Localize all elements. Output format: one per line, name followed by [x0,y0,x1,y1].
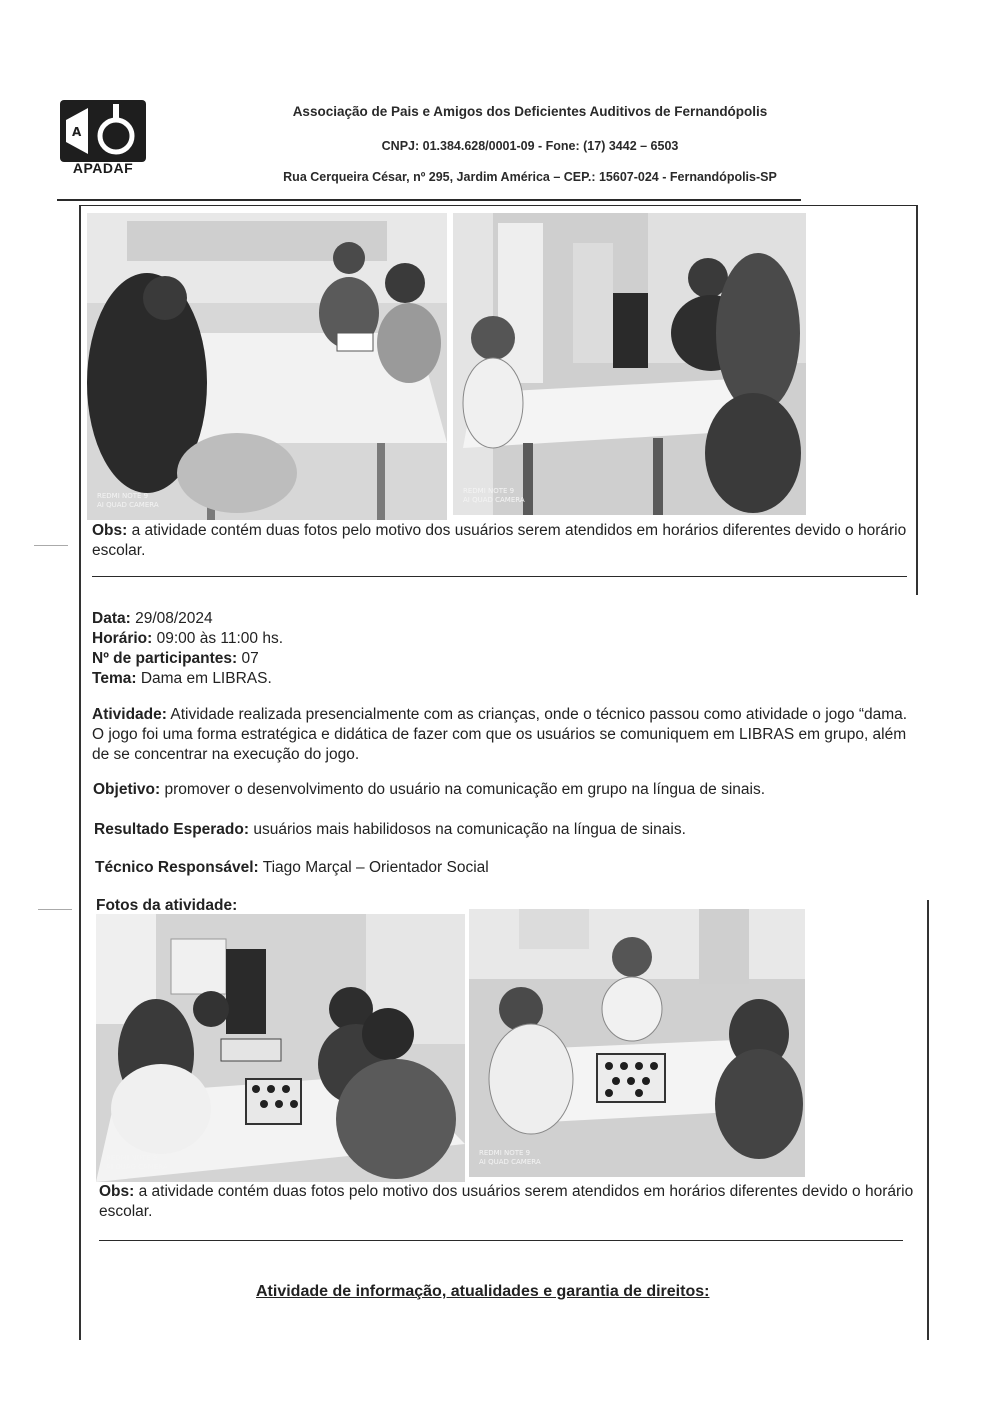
org-cnpj-phone: CNPJ: 01.384.628/0001-09 - Fone: (17) 3442 – 6503 [381,139,679,153]
objective-label: Objetivo: [93,781,161,798]
camera-watermark: REDMI NOTE 9 AI QUAD CAMERA [463,487,525,504]
participants-value: 07 [237,650,259,667]
objective-value: promover o desenvolvimento do usuário na comunicação em grupo na língua de sinais. [160,781,766,798]
org-name: Associação de Pais e Amigos dos Deficientes Auditivos de Fernandópolis [292,104,768,119]
frame-left-border [79,205,81,1340]
activity-description [92,705,914,765]
section-divider [99,1240,903,1241]
camera-watermark: REDMI NOTE 9 AI QUAD CAMERA [479,1149,541,1166]
obs-text: a atividade contém duas fotos pelo motivo dos usuários serem atendidos em horários diferentes devido o horário escolar. [92,522,907,559]
frame-right-border [916,205,918,595]
camera-watermark: REDMI NOTE 9 AI QUAD CAMERA [106,1154,168,1171]
expected-result-line [94,820,916,840]
date-label: Data: [92,610,131,627]
section-title: Atividade de informação, atualidades e garantia de direitos: [256,1283,710,1300]
theme-line [92,669,272,689]
expected-result-value: usuários mais habilidosos na comunicação na língua de sinais. [249,821,686,838]
logo-text: APADAF [72,160,134,176]
theme-value: Dama em LIBRAS. [136,670,272,687]
participants-label: Nº de participantes: [92,650,238,667]
obs-label: Obs: [92,522,128,539]
observation-note-2 [99,1182,914,1222]
section-divider [92,576,907,577]
time-line [92,629,283,649]
time-value: 09:00 às 11:00 hs. [152,630,283,647]
svg-text:A: A [72,125,82,139]
technician-label: Técnico Responsável: [95,859,259,876]
apadaf-logo [60,100,148,178]
apadaf-logo-icon [60,100,146,162]
activity-photo-1 [87,213,447,520]
activity-label: Atividade: [92,706,167,723]
photos-heading: Fotos da atividade: [96,897,238,914]
camera-watermark: REDMI NOTE 9 AI QUAD CAMERA [97,492,159,509]
activity-photo-3 [96,914,465,1182]
technician-value: Tiago Marçal – Orientador Social [258,859,489,876]
header-rule [57,199,801,201]
org-address: Rua Cerqueira César, nº 295, Jardim América – CEP.: 15607-024 - Fernandópolis-SP [283,170,777,184]
scan-mark [38,909,72,910]
obs-label: Obs: [99,1183,135,1200]
date-value: 29/08/2024 [130,610,213,627]
activity-photo-2 [453,213,806,515]
obs-text: a atividade contém duas fotos pelo motivo dos usuários serem atendidos em horários diferentes devido o horário escolar. [99,1183,914,1220]
technician-line [95,858,917,878]
activity-photo-4 [469,909,805,1177]
frame-top-border [79,205,917,206]
scan-mark [34,545,68,546]
participants-line [92,649,259,669]
expected-result-label: Resultado Esperado: [94,821,250,838]
date-line [92,609,213,629]
objective-line [93,780,915,800]
observation-note-1 [92,521,907,561]
theme-label: Tema: [92,670,137,687]
time-label: Horário: [92,630,153,647]
frame-right-border-lower [927,900,929,1340]
activity-value: Atividade realizada presencialmente com as crianças, onde o técnico passou como atividade o jogo “dama. O jogo foi uma forma estratégica e didática de fazer com que os usuários se comuniquem em LIBRAS em grupo, além de se concentrar na execução do jogo. [92,706,908,763]
